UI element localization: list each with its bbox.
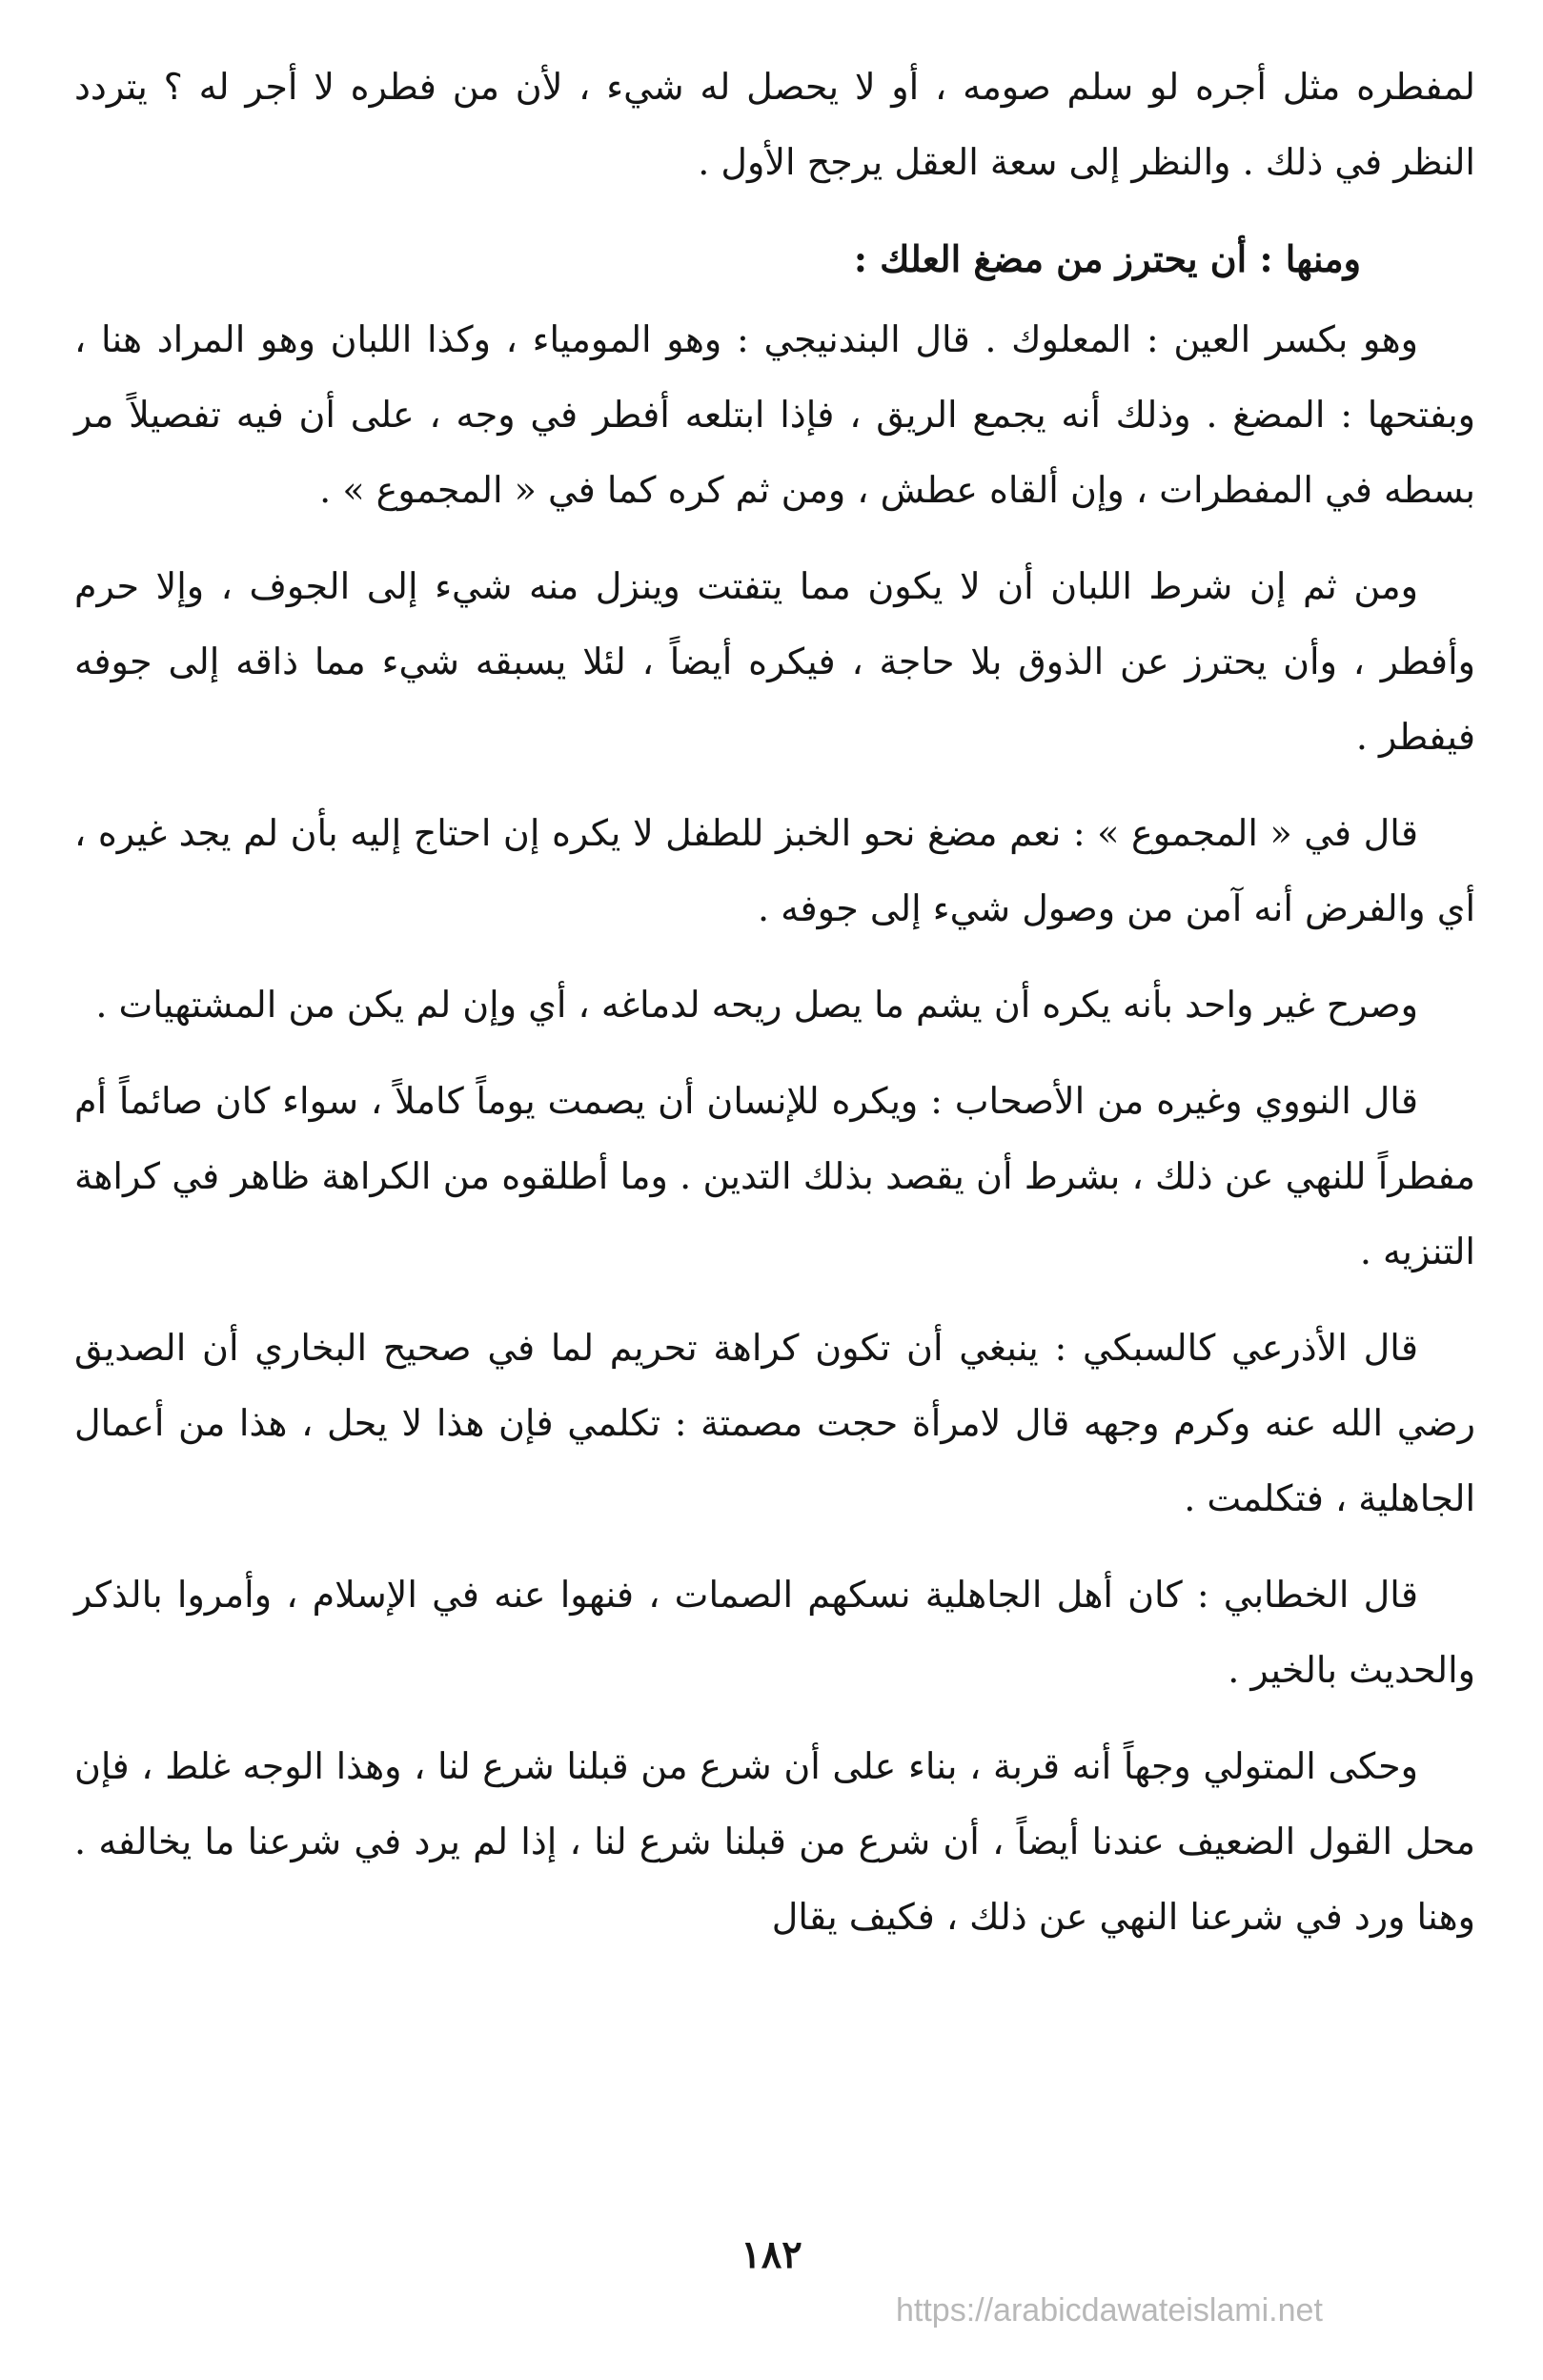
body-text — [74, 50, 1475, 1976]
paragraph-6: وصرح غير واحد بأنه يكره أن يشم ما يصل ريحه لدماغه ، أي وإن لم يكن من المشتهيات . — [95, 984, 1418, 1026]
watermark-url: https://arabicdawateislami.net — [896, 2292, 1323, 2329]
paragraph-4: ومن ثم إن شرط اللبان أن لا يكون مما يتفتت وينزل منه شيء إلى الجوف ، وإلا حرم وأفطر ، وأن يحترز عن الذوق بلا حاجة ، فيكره أيضاً ، لئلا يسبقه شيء مما ذاقه إلى جوفه فيفطر . — [74, 565, 1475, 758]
paragraph-8: قال الأذرعي كالسبكي : ينبغي أن تكون كراهة تحريم لما في صحيح البخاري أن الصديق رضي الله عنه وكرم وجهه قال لامرأة حجت مصمتة : تكلمي فإن هذا لا يحل ، هذا من أعمال الجاهلية ، فتكلمت . — [74, 1327, 1475, 1519]
paragraph-10: وحكى المتولي وجهاً أنه قربة ، بناء على أن شرع من قبلنا شرع لنا ، وهذا الوجه غلط ، فإن محل القول الضعيف عندنا أيضاً ، أن شرع من قبلنا شرع لنا ، إذا لم يرد في شرعنا ما يخالفه . وهنا ورد في شرعنا النهي عن ذلك ، فكيف يقال — [74, 1745, 1475, 1938]
paragraph-1: لمفطره مثل أجره لو سلم صومه ، أو لا يحصل له شيء ، لأن من فطره لا أجر له ؟ يتردد النظر في ذلك . والنظر إلى سعة العقل يرجح الأول . — [74, 66, 1475, 183]
paragraph-9: قال الخطابي : كان أهل الجاهلية نسكهم الصمات ، فنهوا عنه في الإسلام ، وأمروا بالذكر والحديث بالخير . — [74, 1574, 1475, 1691]
paragraph-7: قال النووي وغيره من الأصحاب : ويكره للإنسان أن يصمت يوماً كاملاً ، سواء كان صائماً أم مفطراً للنهي عن ذلك ، بشرط أن يقصد بذلك التدين . وما أطلقوه من الكراهة ظاهر في كراهة التنزيه . — [74, 1080, 1475, 1272]
paragraph-5: قال في « المجموع » : نعم مضغ نحو الخبز للطفل لا يكره إن احتاج إليه بأن لم يجد غيره ، أي والفرض أنه آمن من وصول شيء إلى جوفه . — [74, 812, 1475, 929]
section-heading: ومنها : أن يحترز من مضغ العلك : — [853, 237, 1361, 280]
paragraph-3: وهو بكسر العين : المعلوك . قال البندنيجي : وهو المومياء ، وكذا اللبان وهو المراد هنا ، وبفتحها : المضغ . وذلك أنه يجمع الريق ، فإذا ابتلعه أفطر في وجه ، على أن فيه تفصيلاً مر بسطه في المفطرات ، وإن ألقاه عطش ، ومن ثم كره كما في « المجموع » . — [74, 318, 1475, 511]
page-number: ١٨٢ — [741, 2232, 802, 2277]
